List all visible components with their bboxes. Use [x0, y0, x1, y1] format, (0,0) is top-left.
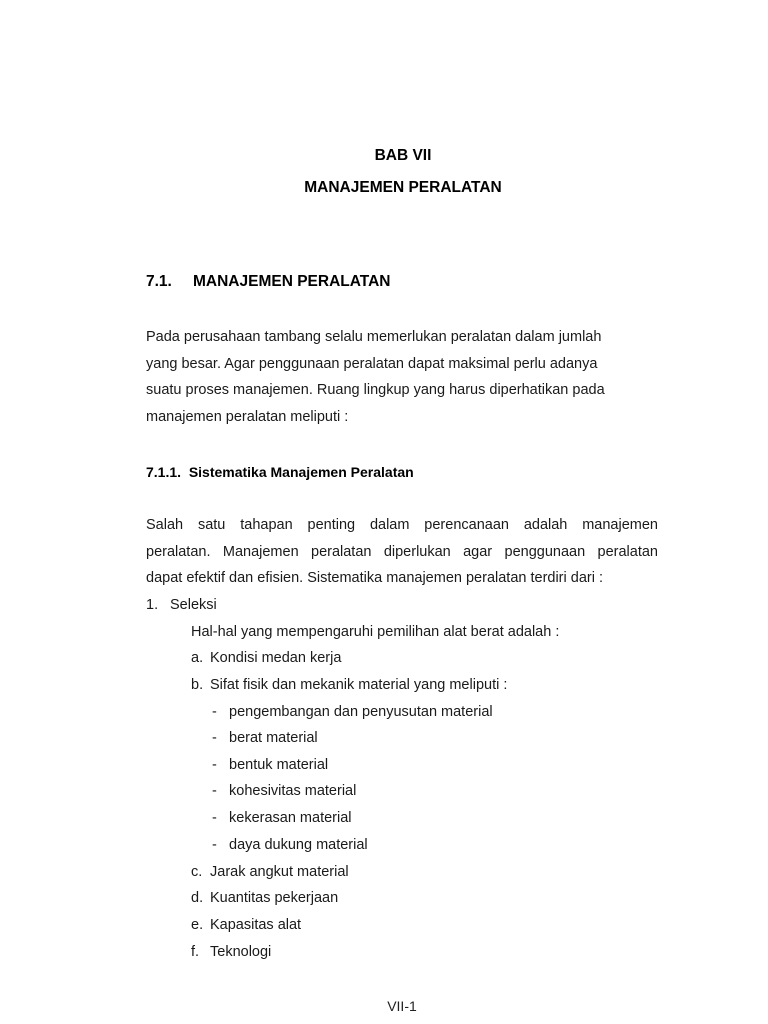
property-item — [212, 752, 328, 779]
sub-list-item — [191, 939, 271, 966]
sub-list-item — [191, 645, 341, 672]
paragraph-line: manajemen peralatan meliputi : — [146, 408, 349, 425]
sub-list-marker: d. — [191, 890, 204, 906]
sub-list-label: Kapasitas alat — [210, 917, 302, 933]
section-number: 7.1. — [146, 273, 172, 290]
sub-list-label: Teknologi — [210, 944, 272, 960]
sub-list-label: Kuantitas pekerjaan — [210, 890, 339, 906]
property-item — [212, 778, 356, 805]
property-label: kekerasan material — [229, 810, 352, 826]
list-item-intro: Hal-hal yang mempengaruhi pemilihan alat berat adalah : — [191, 624, 560, 640]
property-label: kohesivitas material — [229, 783, 357, 799]
list-marker: 1. — [146, 597, 159, 613]
subsection-number: 7.1.1. — [146, 464, 182, 480]
sub-list-marker: c. — [191, 864, 203, 880]
subsection-title: Sistematika Manajemen Peralatan — [188, 464, 414, 480]
property-item — [212, 725, 318, 752]
list-item-label: Seleksi — [170, 597, 217, 613]
paragraph-line: Pada perusahaan tambang selalu memerlukan peralatan dalam jumlah — [146, 329, 602, 345]
list-item — [146, 592, 217, 619]
chapter-label: BAB VII — [374, 147, 432, 164]
sub-list-item — [191, 885, 338, 912]
paragraph-line: suatu proses manajemen. Ruang lingkup yang harus diperhatikan pada — [146, 382, 605, 399]
sub-list-label: Kondisi medan kerja — [210, 650, 342, 666]
dash-marker: - — [212, 837, 217, 853]
dash-marker: - — [212, 757, 217, 773]
sub-list-marker: a. — [191, 650, 204, 666]
sub-list-label: Sifat fisik dan mekanik material yang meliputi : — [210, 677, 508, 693]
property-label: berat material — [229, 730, 318, 746]
section-heading — [146, 273, 390, 291]
dash-marker: - — [212, 730, 217, 746]
sub-list-marker: b. — [191, 677, 204, 693]
property-item — [212, 699, 493, 726]
paragraph-line: dapat efektif dan efisien. Sistematika manajemen peralatan terdiri dari : — [146, 570, 603, 587]
sub-list-marker: e. — [191, 917, 204, 933]
dash-marker: - — [212, 810, 217, 826]
property-item — [212, 832, 368, 859]
property-label: daya dukung material — [229, 837, 368, 853]
dash-marker: - — [212, 704, 217, 720]
paragraph-line: peralatan. Manajemen peralatan diperlukan agar penggunaan peralatan — [146, 543, 658, 560]
page-number: VII-1 — [387, 998, 417, 1014]
paragraph-line: Salah satu tahapan penting dalam perencanaan adalah manajemen — [146, 517, 658, 533]
body-paragraph — [146, 512, 658, 592]
property-item — [212, 805, 352, 832]
sub-list-item — [191, 912, 301, 939]
property-label: pengembangan dan penyusutan material — [229, 704, 493, 720]
subsection-heading — [146, 464, 414, 480]
sub-list-item — [191, 859, 349, 886]
property-label: bentuk material — [229, 757, 329, 773]
sub-list-marker: f. — [191, 944, 200, 960]
sub-list-label: Jarak angkut material — [210, 864, 349, 880]
sub-list-item — [191, 672, 507, 699]
chapter-title: MANAJEMEN PERALATAN — [304, 179, 502, 196]
intro-paragraph — [146, 324, 605, 430]
section-title: MANAJEMEN PERALATAN — [193, 273, 391, 290]
dash-marker: - — [212, 783, 217, 799]
paragraph-line: yang besar. Agar penggunaan peralatan dapat maksimal perlu adanya — [146, 355, 598, 372]
